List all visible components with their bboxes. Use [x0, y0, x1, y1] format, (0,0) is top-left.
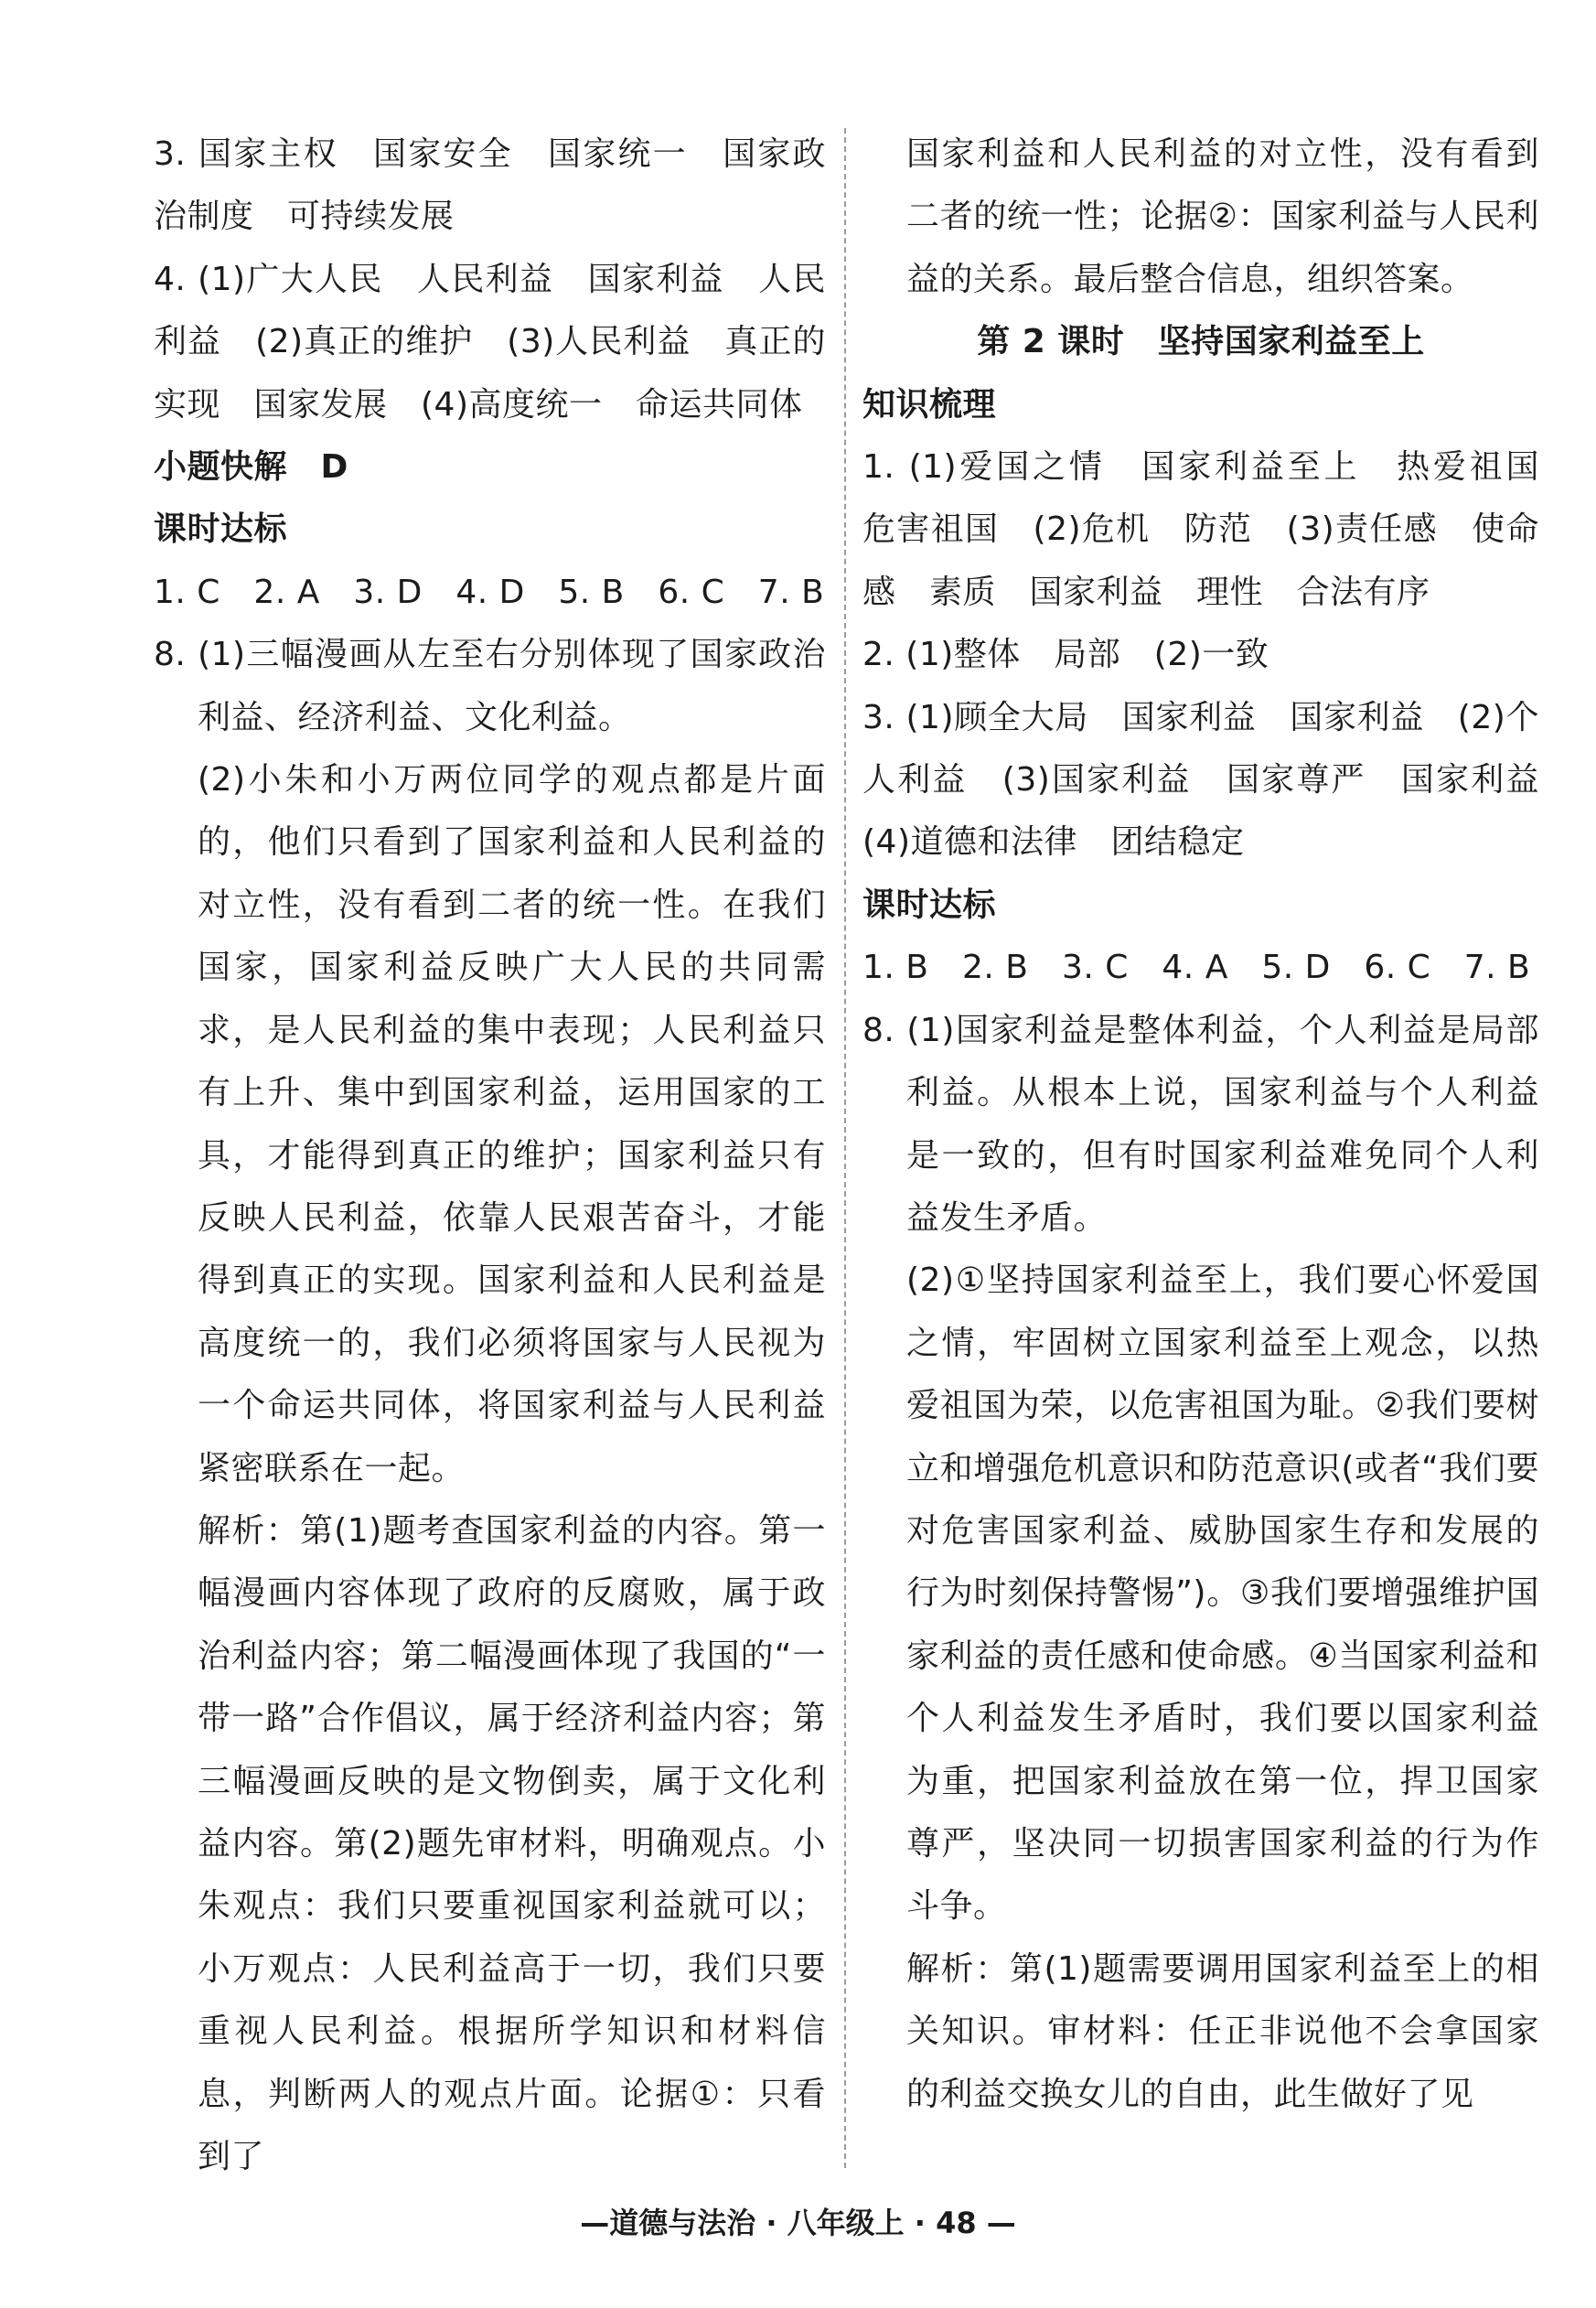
knowledge-review-heading: 知识梳理 [862, 385, 997, 424]
quick-answer-heading: 小题快解 D [154, 448, 348, 487]
choice-answers: 1. C 2. A 3. D 4. D 5. B 6. C 7. B [154, 573, 825, 611]
analysis-paragraph: 解析：第(1)题考查国家利益的内容。第一幅漫画内容体现了政府的反腐败，属于政治利益内容；第二幅漫画体现了我国的“一带一路”合作倡议，属于经济利益内容；第三幅漫画反映的是文物倒卖，属于文化利益内容。第(2)题先审材料，明确观点。小朱观点：我们只要重视国家利益就可以；小万观点：人民利益高于一切，我们只要重视人民利益。根据所学知识和材料信息，判断两人的观点片面。论据①：只看到了 [198, 1511, 826, 2175]
page-footer: —道德与法治 · 八年级上 · 48 — [580, 2206, 1016, 2240]
knowledge-item-1: 1. (1)爱国之情 国家利益至上 热爱祖国 危害祖国 (2)危机 防范 (3)责任感 使命感 素质 国家利益 理性 合法有序 [862, 448, 1573, 611]
analysis-paragraph-2: 解析：第(1)题需要调用国家利益至上的相关知识。审材料：任正非说他不会拿国家的利益交换女儿的自由，此生做好了见 [906, 1949, 1539, 2113]
choice-answers-2: 1. B 2. B 3. C 4. A 5. D 6. C 7. B [862, 949, 1531, 987]
lesson-2-title: 第 2 课时 坚持国家利益至上 [977, 323, 1425, 361]
knowledge-item-2: 2. (1)整体 局部 (2)一致 [862, 636, 1269, 674]
answer-8-part-2-lesson-2: (2)①坚持国家利益至上，我们要心怀爱国之情，牢固树立国家利益至上观念，以热爱祖国为荣，以危害祖国为耻。②我们要树立和增强危机意识和防范意识(或者“我们要对危害国家利益、威胁国家生存和发展的行为时刻保持警惕”)。③我们要增强维护国家利益的责任感和使命感。④当国家利益和个人利益发生矛盾时，我们要以国家利益为重，把国家利益放在第一位，捍卫国家尊严，坚决同一切损害国家利益的行为作斗争。 [906, 1261, 1539, 1926]
knowledge-item-3: 3. (1)顾全大局 国家利益 国家利益 (2)个人利益 (3)国家利益 国家尊严 国家利益 (4)道德和法律 团结稳定 [862, 698, 1573, 862]
analysis-continued: 国家利益和人民利益的对立性，没有看到二者的统一性；论据②：国家利益与人民利益的关系。最后整合信息，组织答案。 [906, 135, 1539, 298]
lesson-practice-heading-2: 课时达标 [862, 886, 997, 924]
left-column [154, 123, 826, 2188]
answer-8-part-1-lesson-2: 8. (1)国家利益是整体利益，个人利益是局部利益。从根本上说，国家利益与个人利益是一致的，但有时国家利益难免同个人利益发生矛盾。 [862, 1011, 1539, 1237]
lesson-practice-heading: 课时达标 [154, 510, 288, 549]
right-column [862, 123, 1573, 2126]
answer-8-part-1: 8. (1)三幅漫画从左至右分别体现了国家政治利益、经济利益、文化利益。 [154, 636, 826, 736]
answer-item-3: 3. 国家主权 国家安全 国家统一 国家政治制度 可持续发展 [154, 135, 826, 236]
answer-8-part-2: (2)小朱和小万两位同学的观点都是片面的，他们只看到了国家利益和人民利益的对立性，没有看到二者的统一性。在我们国家，国家利益反映广大人民的共同需求，是人民利益的集中表现；人民利益只有上升、集中到国家利益，运用国家的工具，才能得到真正的维护；国家利益只有反映人民利益，依靠人民艰苦奋斗，才能得到真正的实现。国家利益和人民利益是高度统一的，我们必须将国家与人民视为一个命运共同体，将国家利益与人民利益紧密联系在一起。 [198, 761, 826, 1487]
answer-item-4: 4. (1)广大人民 人民利益 国家利益 人民利益 (2)真正的维护 (3)人民利益 真正的实现 国家发展 (4)高度统一 命运共同体 [154, 260, 826, 424]
column-divider [844, 128, 846, 2168]
